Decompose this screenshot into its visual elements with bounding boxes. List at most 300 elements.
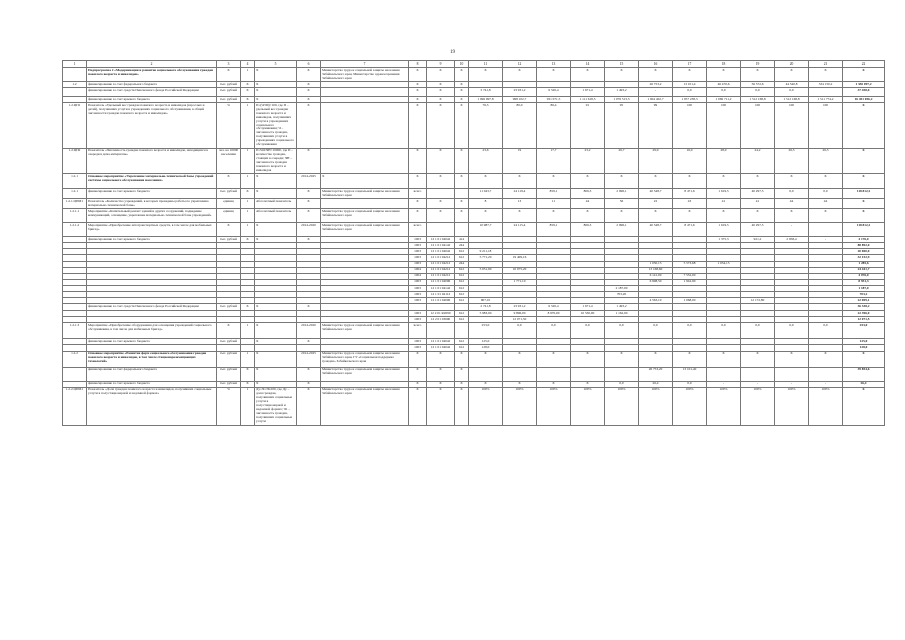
table-cell: 128,0 [843,345,885,351]
table-cell: X [741,68,775,82]
table-cell: 7 552,00 [673,273,707,279]
table-cell: X [605,174,639,189]
header-cell: 18 [707,61,741,68]
table-cell: X [255,88,297,97]
table-cell: 12 1 01 04112 [427,292,455,298]
table-cell: 125,0 [843,339,885,345]
table-cell [673,304,707,311]
table-cell: 16,0 [673,148,707,174]
table-cell: П=(Ч/Ч0)×100, где П – удельный вес граждан пожилого возраста и инвалидов, получивших услуги в учреждениях социального обслуживания; Ч – численность граждан, получивших услуги в учреждениях социального обслуживания [255,103,297,148]
table-cell: % [217,387,241,425]
table-cell: 414 [455,237,469,243]
table-cell [605,367,639,381]
table-cell: тыс. рублей [217,189,241,199]
table-cell: 1 096 997,8 [469,97,503,103]
table-cell: 2 187,00 [605,285,639,291]
table-cell: 1.2.1.ЦПМ1 [63,199,87,209]
table-cell: X [409,68,427,82]
table-cell: X [775,174,809,189]
table-cell: Министерство труда и социальной защиты населения Забайкальского края [321,189,409,199]
table-cell: X [427,351,455,367]
table-cell: X [255,351,297,367]
table-cell: 612 [455,279,469,285]
table-cell: X [455,381,469,387]
table-cell: 76,3 [469,103,503,148]
table-cell: 0,0 [775,189,809,199]
table-cell: 11 [537,199,571,209]
table-cell: 100% [571,387,605,425]
table-cell: X [255,339,297,345]
table-cell: - [809,237,843,243]
table-cell: 1 [241,199,255,209]
table-cell: Абсолютный показатель [255,199,297,209]
table-cell: X [707,174,741,189]
table-cell: - [775,381,809,387]
table-cell: 12 1 01 04212 [427,267,455,273]
table-cell: X [537,174,571,189]
table-cell: X [605,68,639,82]
table-cell: X [297,339,321,345]
table-cell: 2 958,4 [775,237,809,243]
table-cell: 1 034,13 [707,261,741,267]
table-cell: 100% [775,387,809,425]
table-cell: X [297,88,321,97]
table-cell [455,223,469,237]
table-row [63,351,885,367]
table-cell: 4 176,0 [843,237,885,243]
table-cell [321,148,409,174]
table-cell: 24 441,7 [843,267,885,273]
table-cell: 12 1 01 04212 [427,255,455,261]
table-cell: 19 409,16 [503,255,537,261]
table-cell: 40 348,7 [639,223,673,237]
table-cell: Основное мероприятие «Укрепление материально-технической базы учреждений системы социального обслуживания населения» [87,174,217,189]
table-cell: 1 069 711,2 [707,97,741,103]
table-cell: X [427,174,455,189]
table-cell: тыс. рублей [217,367,241,381]
table-cell: 118 812,2 [843,189,885,199]
table-cell: 41 [741,199,775,209]
table-cell: 1 [241,148,255,174]
table-cell: финансирование за счет средств Пенсионного фонда Российской Федерации [87,304,217,311]
table-cell: Показатель «Доля граждан пожилого возраста и инвалидов, получивших социальные услуги в полустационарной и надомной формах» [87,387,217,425]
table-cell: 99 [639,103,673,148]
header-cell: 5 [255,61,297,68]
table-cell: X [255,97,297,103]
table-cell [63,68,87,82]
header-cell: 14 [571,61,605,68]
table-cell: 859,1 [537,189,571,199]
table-cell: 12 172,80 [741,298,775,304]
table-cell: 334 150,2 [809,82,843,88]
header-cell: 19 [741,61,775,68]
table-cell: 13 168,60 [639,267,673,273]
table-cell: X [217,174,241,189]
table-cell: 612 [455,345,469,351]
table-cell: 1003 [409,279,427,285]
table-cell: тыс. рублей [217,237,241,243]
table-cell: 17,7 [537,148,571,174]
table-cell: 12 071,5 [843,317,885,323]
table-cell [775,304,809,311]
table-cell: 100% [741,387,775,425]
table-cell: X [297,209,321,223]
table-cell: 1 619,5 [707,189,741,199]
table-cell: 2014-2025 [297,351,321,367]
table-cell: X [217,223,241,237]
table-cell [707,367,741,381]
table-cell: X [639,351,673,367]
table-cell: Мероприятие «Приобретение автотранспортных средств, в том числе для мобильных бригад» [87,223,217,237]
table-cell: 1 [241,323,255,339]
table-cell: 1 942,90 [673,279,707,285]
table-cell: Министерство труда и социальной защиты населения Забайкальского края, ГУ «Социальная поддержка граждан» Забайкальского края [321,351,409,367]
table-cell: 8 970,00 [537,311,571,317]
table-cell: 32 152,9 [843,255,885,261]
table-cell [63,367,87,381]
table-cell: 4 076,0 [843,273,885,279]
table-cell [455,323,469,339]
table-cell: 5 051,90 [469,267,503,273]
table-cell: 612 [455,255,469,261]
table-cell: 1 [241,223,255,237]
table-cell [741,304,775,311]
table-cell: 1 512 168,8 [775,97,809,103]
table-cell: 100 [775,103,809,148]
table-cell: 1 187,0 [843,285,885,291]
table-cell [571,367,605,381]
table-cell: 5 573,68 [673,261,707,267]
table-cell: X [241,82,255,88]
table-cell: Мероприятие «Приобретение оборудования для оснащения учреждений социального обслуживания, в том числе для мобильных бригад» [87,323,217,339]
table-cell: X [537,209,571,223]
table-cell: 40 297,5 [741,223,775,237]
table-cell: 1004 [409,267,427,273]
table-cell: финансирование за счет краевого бюджета [87,381,217,387]
table-cell: 88 892,0 [843,243,885,249]
table-cell: 0,0 [809,189,843,199]
table-cell: 100% [809,387,843,425]
table-cell: финансирование за счет федерального бюджета [87,82,217,88]
table-cell: X [843,103,885,148]
table-cell: 128,0 [469,345,503,351]
table-cell [427,223,455,237]
table-cell: Министерство труда и социальной защиты населения Забайкальского края [321,323,409,339]
table-cell: 26,7 [605,148,639,174]
table-cell: 1003 [409,339,427,345]
table-cell: X [427,199,455,209]
table-row [63,174,885,189]
table-cell: тыс. рублей [217,381,241,387]
table-cell: финансирование за счет федерального бюджета [87,367,217,381]
table-cell: 8 931,3 [843,279,885,285]
table-cell: X [409,97,427,103]
header-cell: 1 [63,61,87,68]
table-cell: X [255,223,297,237]
table-cell: X [427,209,455,223]
table-cell: 1 [241,351,255,367]
header-cell: 15 [605,61,639,68]
table-cell: - [775,223,809,237]
table-cell: X [809,351,843,367]
header-cell: 11 [469,61,503,68]
table-cell: X [707,351,741,367]
table-row [63,223,885,237]
table-cell: X [537,68,571,82]
table-cell: 1003 [409,249,427,255]
table-cell: X [409,103,427,148]
header-cell: 20 [775,61,809,68]
table-cell: X [241,304,255,311]
table-cell: X [297,367,321,381]
table-cell: X [427,68,455,82]
table-cell: X [241,381,255,387]
table-cell: X [241,237,255,243]
table-cell: X [843,148,885,174]
table-cell: 10 987,7 [469,223,503,237]
table-cell: 1 111 618,5 [571,97,605,103]
table-cell: 0,0 [673,381,707,387]
table-cell: 100% [707,387,741,425]
table-cell: 1 285,6 [843,261,885,267]
table-cell: 1 511 774,2 [809,97,843,103]
table-cell: 100% [673,387,707,425]
table-cell: X [427,381,455,387]
table-cell: финансирование за счет краевого бюджета [87,339,217,345]
table-cell: X [673,68,707,82]
table-cell: 1 493,2 [605,88,639,97]
table-cell: 0,0 [809,323,843,339]
table-cell: финансирование за счет краевого бюджета [87,237,217,243]
table-cell: 2 996,1 [605,223,639,237]
table-cell: 1 512 168,8 [741,97,775,103]
table-cell: 612 [455,285,469,291]
table-cell: - [809,381,843,387]
table-cell: 1 076 513,5 [605,97,639,103]
table-cell: X [775,209,809,223]
table-cell: X [843,351,885,367]
table-cell: X [255,82,297,88]
table-cell [321,199,409,209]
table-cell: 1003 [409,255,427,261]
table-cell: 13 [503,199,537,209]
table-cell: 1.2 [63,82,87,88]
page-number: 19 [450,50,455,55]
table-cell: X [255,237,297,243]
header-cell: 16 [639,61,673,68]
table-cell: 8 471,6 [673,189,707,199]
table-cell: Министерство труда и социальной защиты населения Забайкальского края [321,387,409,425]
table-cell: X [775,68,809,82]
table-cell: 12 1 01 04212 [427,261,455,267]
table-cell: 1 671,4 [571,304,605,311]
table-cell: 1003 [409,311,427,317]
table-cell: 44 [775,199,809,209]
table-cell: 0,0 [741,323,775,339]
table-cell: X [255,367,297,381]
header-cell: 2 [87,61,217,68]
table-cell: 36 338,2 [843,304,885,311]
table-cell: X [427,367,455,381]
table-cell: 125,0 [469,339,503,345]
table-cell: 1 [241,68,255,82]
table-cell: 703,2 [843,292,885,298]
table-cell: X [469,209,503,223]
table-cell: X [843,209,885,223]
table-cell [809,304,843,311]
table-cell: 931 071,5 [537,97,571,103]
table-cell: 12 1 01 04142 [427,243,455,249]
header-cell: 3 [217,61,241,68]
table-cell: 6 520,4 [537,88,571,97]
table-cell: X [809,209,843,223]
table-cell: 6 998,50 [639,279,673,285]
table-cell: чел. на 10000 населения [217,148,241,174]
table-cell: X [503,351,537,367]
table-cell: X [455,209,469,223]
table-cell: X [455,367,469,381]
header-cell: 21 [809,61,843,68]
table-cell: X [571,68,605,82]
table-row [63,148,885,174]
table-cell: 28,0 [707,148,741,174]
table-cell: 0,0 [775,323,809,339]
table-cell: X [217,323,241,339]
table-cell: X [427,148,455,174]
table-cell: 1 493,2 [605,304,639,311]
table-cell: 1 [241,209,255,223]
table-cell: 1 [241,387,255,425]
table-cell: 26 753,2 [639,82,673,88]
table-cell: тыс. рублей [217,304,241,311]
table-cell: 2 741,8 [469,304,503,311]
table-cell [469,367,503,381]
table-cell: X [469,351,503,367]
table-cell: 1 [241,103,255,148]
table-cell: 11 043,7 [469,189,503,199]
table-cell: X [241,97,255,103]
table-cell: 40 297,5 [741,189,775,199]
table-cell: X [321,174,409,189]
table-cell: 5 983,00 [469,311,503,317]
table-row [63,189,885,199]
table-cell: X [455,88,469,97]
header-cell: 9 [427,61,455,68]
table-cell: Ду=Ч1/Чх100, где Ду – доля граждан, получивших социальные услуги в полустационарной и надомной формах; Ч1 – численность граждан, получивших социальные услуги [255,387,297,425]
table-cell: 19 [503,148,537,174]
table-cell: X [455,174,469,189]
table-cell: - [707,381,741,387]
table-cell: 1004 [409,273,427,279]
table-cell: X [503,209,537,223]
table-cell: тыс. рублей [217,82,241,88]
table-cell: 0,0 [673,323,707,339]
table-cell: 244 [455,243,469,249]
table-cell: 100% [469,387,503,425]
table-cell [707,304,741,311]
table-cell: X [427,97,455,103]
table-cell: 1 671,4 [571,88,605,97]
table-cell: 253,0 [469,323,503,339]
table-cell: 2014-2025 [297,174,321,189]
table-cell: 100% [537,387,571,425]
header-cell: 4 [241,61,255,68]
table-cell: 10 075,20 [503,267,537,273]
table-cell: X [409,174,427,189]
table-cell: 1.2.1.1 [63,209,87,223]
table-cell [409,304,427,311]
table-cell: тыс. рублей [217,97,241,103]
table-cell: Мероприятие «Капитальный ремонт зданий и других сооружений, подведение коммуникаций, оснащение, укрепление материально-технической базы учреждений» [87,209,217,223]
table-cell: 612 [455,339,469,345]
table-cell: 12 1 01 04042 [427,249,455,255]
table-cell: 43 [673,199,707,209]
table-cell [427,189,455,199]
table-cell [809,223,843,237]
table-cell: 5 771,20 [469,255,503,261]
table-cell: 12 2 01 03690 [427,317,455,323]
table-cell: 0,0 [605,381,639,387]
table-cell: X [297,304,321,311]
table-cell: 100% [639,387,673,425]
table-cell: X [409,387,427,425]
table-cell: - [741,381,775,387]
table-cell: 0,0 [537,323,571,339]
table-cell: 100 [673,103,707,148]
table-cell: X [809,174,843,189]
table-cell: 12 1 01 04006 [427,279,455,285]
table-cell: 1 [241,174,255,189]
table-cell: X [427,387,455,425]
table-cell [775,367,809,381]
table-cell: 44 [571,199,605,209]
table-cell: 703,20 [605,292,639,298]
table-cell: 23,6 [469,148,503,174]
table-cell: 244 [455,261,469,267]
table-cell: 100% [503,387,537,425]
table-cell: Министерство труда и социальной защиты населения Забайкальского края [321,367,409,381]
table-cell: 1.2.2.ЦПМ1 [63,387,87,425]
table-cell: 1003 [409,237,427,243]
table-cell: 1003 [409,285,427,291]
table-cell: X [571,174,605,189]
table-cell: X [843,174,885,189]
table-cell: Министерство труда и социальной защиты населения Забайкальского края [321,209,409,223]
table-cell: X [409,148,427,174]
table-row [63,367,885,381]
table-cell: X [775,351,809,367]
table-cell: 0,0 [673,88,707,97]
table-cell: 1 050,15 [639,261,673,267]
table-cell: 37 458,0 [843,88,885,97]
table-cell: X [537,381,571,387]
table-cell: 118 812,2 [843,223,885,237]
table-cell: X [241,189,255,199]
table-cell: 612 [455,273,469,279]
table-cell: 0,0 [503,323,537,339]
table-cell: 23,2 [571,148,605,174]
header-cell: 17 [673,61,707,68]
table-cell: 612 [455,298,469,304]
table-row [63,88,885,97]
table-cell: 100 [707,103,741,148]
table-cell: X [537,351,571,367]
table-cell: X [455,97,469,103]
table-cell: 20 000,0 [843,249,885,255]
table-cell: X [297,148,321,174]
table-cell: X [409,367,427,381]
table-cell: 26,3 [775,148,809,174]
